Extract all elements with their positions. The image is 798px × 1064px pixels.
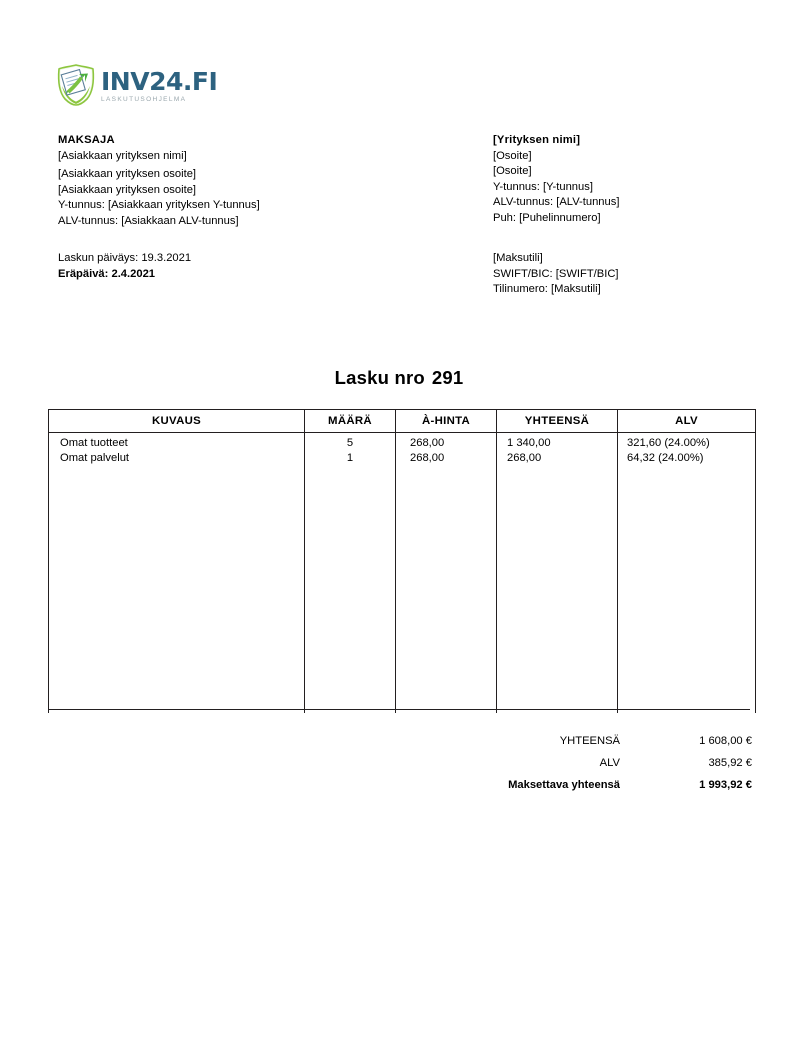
table-row: 268,00 <box>507 452 542 465</box>
invoice-document-arrow-icon <box>56 64 96 106</box>
company-business-id: Y-tunnus: [Y-tunnus] <box>493 180 593 193</box>
table-row: 268,00 <box>410 452 445 465</box>
payment-details-block <box>493 251 619 298</box>
subtotal-value: 1 608,00 € <box>699 735 752 747</box>
column-header-line-total: YHTEENSÄ <box>497 410 618 433</box>
table-row: 64,32 (24.00%) <box>627 452 704 465</box>
table-row: 5 <box>346 437 354 449</box>
table-header-row <box>49 410 756 433</box>
table-column-vat <box>618 433 756 714</box>
company-vat-id: ALV-tunnus: [ALV-tunnus] <box>493 196 620 209</box>
brand-text <box>101 67 217 104</box>
payer-name: [Asiakkaan yrityksen nimi] <box>58 149 187 162</box>
totals-row-subtotal <box>430 735 752 757</box>
column-header-description: KUVAUS <box>49 410 305 433</box>
subtotal-label: YHTEENSÄ <box>559 735 620 747</box>
invoice-totals-block <box>430 735 752 801</box>
due-date: Eräpäivä: 2.4.2021 <box>58 267 156 280</box>
grand-total-label: Maksettava yhteensä <box>508 779 620 791</box>
invoice-items-table <box>48 409 756 713</box>
invoice-dates-block <box>58 251 191 282</box>
payer-address-block <box>58 133 260 230</box>
company-phone: Puh: [Puhelinnumero] <box>493 211 601 224</box>
brand-wordmark: INV24.FI <box>101 66 218 96</box>
payer-heading: MAKSAJA <box>58 134 115 146</box>
brand-logo <box>56 64 217 106</box>
totals-row-grand-total <box>430 779 752 801</box>
column-header-unit-price: À-HINTA <box>396 410 497 433</box>
grand-total-value: 1 993,92 € <box>699 779 752 791</box>
table-row: 268,00 <box>410 437 445 449</box>
payer-address-line-1: [Asiakkaan yrityksen osoite] <box>58 168 197 181</box>
table-body <box>49 433 756 714</box>
table-bottom-border <box>48 709 750 710</box>
table-row: Omat palvelut <box>60 452 130 465</box>
company-address-line-2: [Osoite] <box>493 165 532 178</box>
column-header-vat: ALV <box>618 410 756 433</box>
page-title <box>0 367 798 389</box>
payer-business-id: Y-tunnus: [Asiakkaan yrityksen Y-tunnus] <box>58 199 260 212</box>
table-row: 321,60 (24.00%) <box>627 437 710 449</box>
column-header-quantity: MÄÄRÄ <box>305 410 396 433</box>
payment-swift: SWIFT/BIC: [SWIFT/BIC] <box>493 267 619 280</box>
payer-vat-id: ALV-tunnus: [Asiakkaan ALV-tunnus] <box>58 214 239 227</box>
vat-value: 385,92 € <box>708 757 752 769</box>
totals-row-vat <box>430 757 752 779</box>
payment-method: [Maksutili] <box>493 252 543 264</box>
company-address-line-1: [Osoite] <box>493 149 532 162</box>
table-column-line-total <box>497 433 618 714</box>
table-row: 1 <box>346 452 354 465</box>
payer-address-line-2: [Asiakkaan yrityksen osoite] <box>58 183 197 196</box>
payment-account: Tilinumero: [Maksutili] <box>493 283 601 296</box>
table-column-unit-price <box>396 433 497 714</box>
vat-label: ALV <box>599 757 620 769</box>
invoice-number: 291 <box>431 367 464 388</box>
company-name: [Yrityksen nimi] <box>493 134 581 146</box>
table-row: 1 340,00 <box>507 437 551 449</box>
table-column-description <box>49 433 305 714</box>
invoice-date: Laskun päiväys: 19.3.2021 <box>58 252 192 264</box>
table-row: Omat tuotteet <box>60 437 128 449</box>
company-address-block <box>493 133 619 227</box>
brand-tagline: LASKUTUSOHJELMA <box>101 95 187 103</box>
invoice-title-prefix: Lasku nro <box>334 367 425 388</box>
table-column-quantity <box>305 433 396 714</box>
